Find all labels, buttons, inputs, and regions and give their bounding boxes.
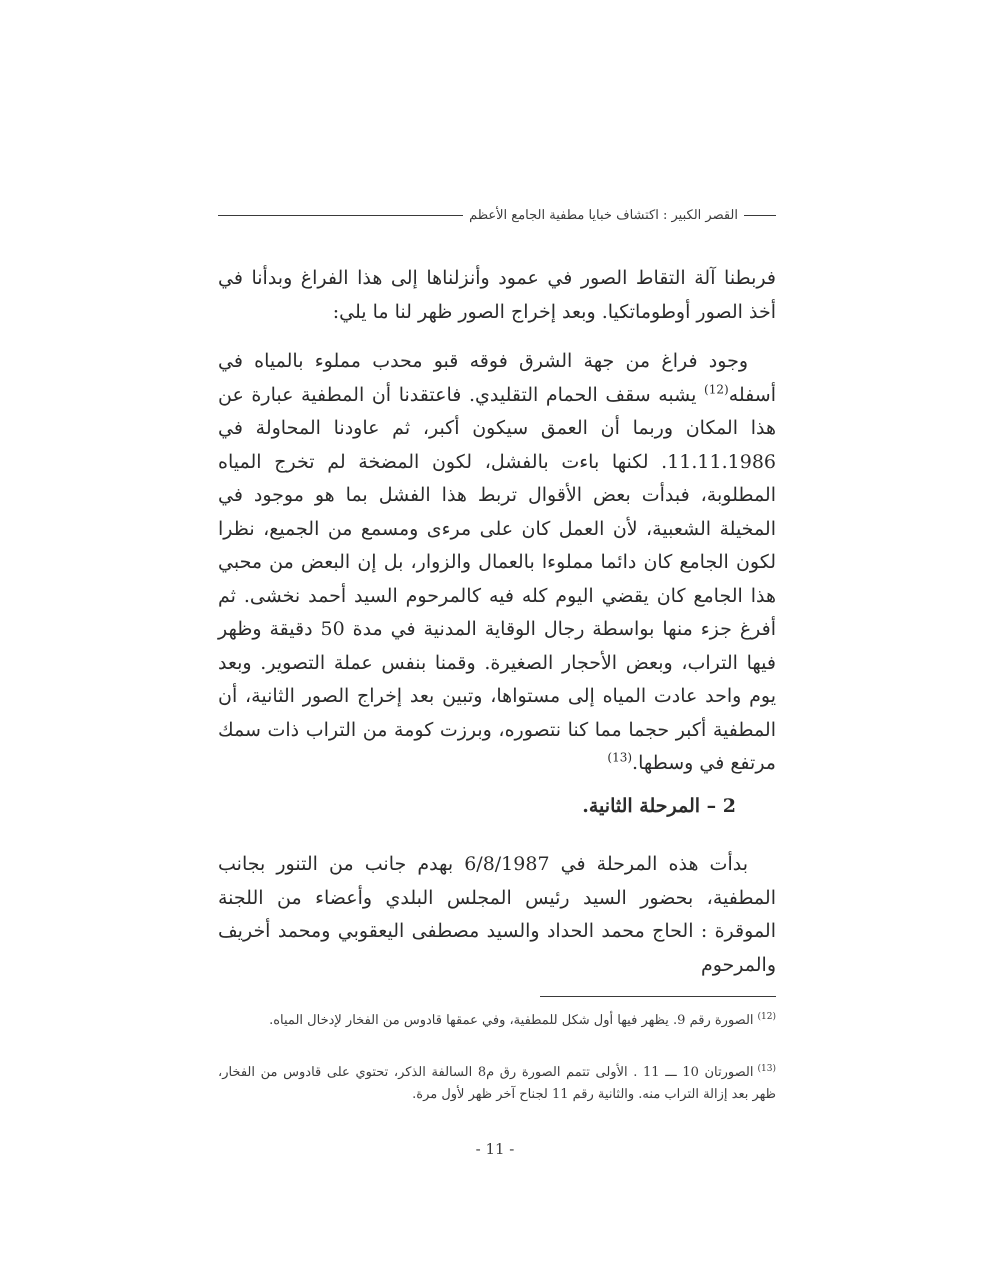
footnote-marker: (13): [757, 1063, 776, 1074]
footnote-13: [218, 1062, 776, 1106]
paragraph-3-text: بدأت هذه المرحلة في 6/8/1987 بهدم جانب من التنور بجانب المطفية، بحضور السيد رئيس المجلس البلدي وأعضاء من اللجنة الموقرة : الحاج محمد الحداد والسيد مصطفى اليعقوبي ومحمد أخريف والمرحوم: [218, 853, 776, 976]
footnote-reference-12[interactable]: (12): [704, 382, 729, 397]
paragraph-2: [218, 345, 776, 781]
paragraph-2-text-a: وجود فراغ من جهة الشرق فوقه قبو محدب مملوء بالمياه في أسفله: [218, 350, 776, 406]
footnote-marker: (12): [757, 1011, 776, 1022]
footnote-separator: [540, 996, 776, 997]
header-rule-leading: [744, 215, 776, 216]
page-number: - 11 -: [475, 1140, 515, 1158]
footnote-text: الصورتان 10 ـــ 11 . الأولى تتمم الصورة رق م8 السالفة الذكر، تحتوي على قادوس من الفخار، ظهر بعد إزالة التراب منه. والثانية رقم 11 لجناح آخر ظهر لأول مرة.: [218, 1065, 776, 1102]
header-rule-trailing: [218, 215, 463, 216]
footnote-12: [218, 1010, 776, 1032]
paragraph-2-text-b: يشبه سقف الحمام التقليدي. فاعتقدنا أن المطفية عبارة عن هذا المكان وربما أن العمق سيكون أكبر، ثم عاودنا المحاولة في 11.11.1986. لكنها باءت بالفشل، لكون المضخة لم تخرج المياه المطلوبة، فبدأت بعض الأقوال تربط هذا الفشل بما هو موجود في المخيلة الشعبية، لأن العمل كان على مرءى ومسمع من الجميع، نظرا لكون الجامع كان دائما مملوءا بالعمال والزوار، بل إن البعض من محبي هذا الجامع كان يقضي اليوم كله فيه كالمرحوم السيد أحمد نخشى. ثم أفرغ جزء منها بواسطة رجال الوقاية المدنية في مدة 50 دقيقة وظهر فيها التراب، وبعض الأحجار الصغيرة. وقمنا بنفس عملة التصوير. وبعد يوم واحد عادت المياه إلى مستواها، وتبين بعد إخراج الصور الثانية، أن المطفية أكبر حجما مما كنا نتصوره، وبرزت كومة من التراب ذات سمك مرتفع في وسطها.: [218, 383, 777, 774]
section-heading: 2 – المرحلة الثانية.: [582, 795, 736, 817]
footnote-reference-13[interactable]: (13): [607, 750, 633, 765]
paragraph-3: [218, 848, 776, 982]
running-header: [218, 205, 776, 225]
running-header-title: القصر الكبير : اكتشاف خبايا مطفية الجامع الأعظم: [469, 207, 738, 223]
paragraph-1: فربطنا آلة التقاط الصور في عمود وأنزلناها إلى هذا الفراغ وبدأنا في أخذ الصور أوطوماتكيا. وبعد إخراج الصور ظهر لنا ما يلي:: [218, 267, 776, 323]
footnote-text: الصورة رقم 9. يظهر فيها أول شكل للمطفية، وفي عمقها قادوس من الفخار لإدخال المياه.: [269, 1013, 754, 1028]
